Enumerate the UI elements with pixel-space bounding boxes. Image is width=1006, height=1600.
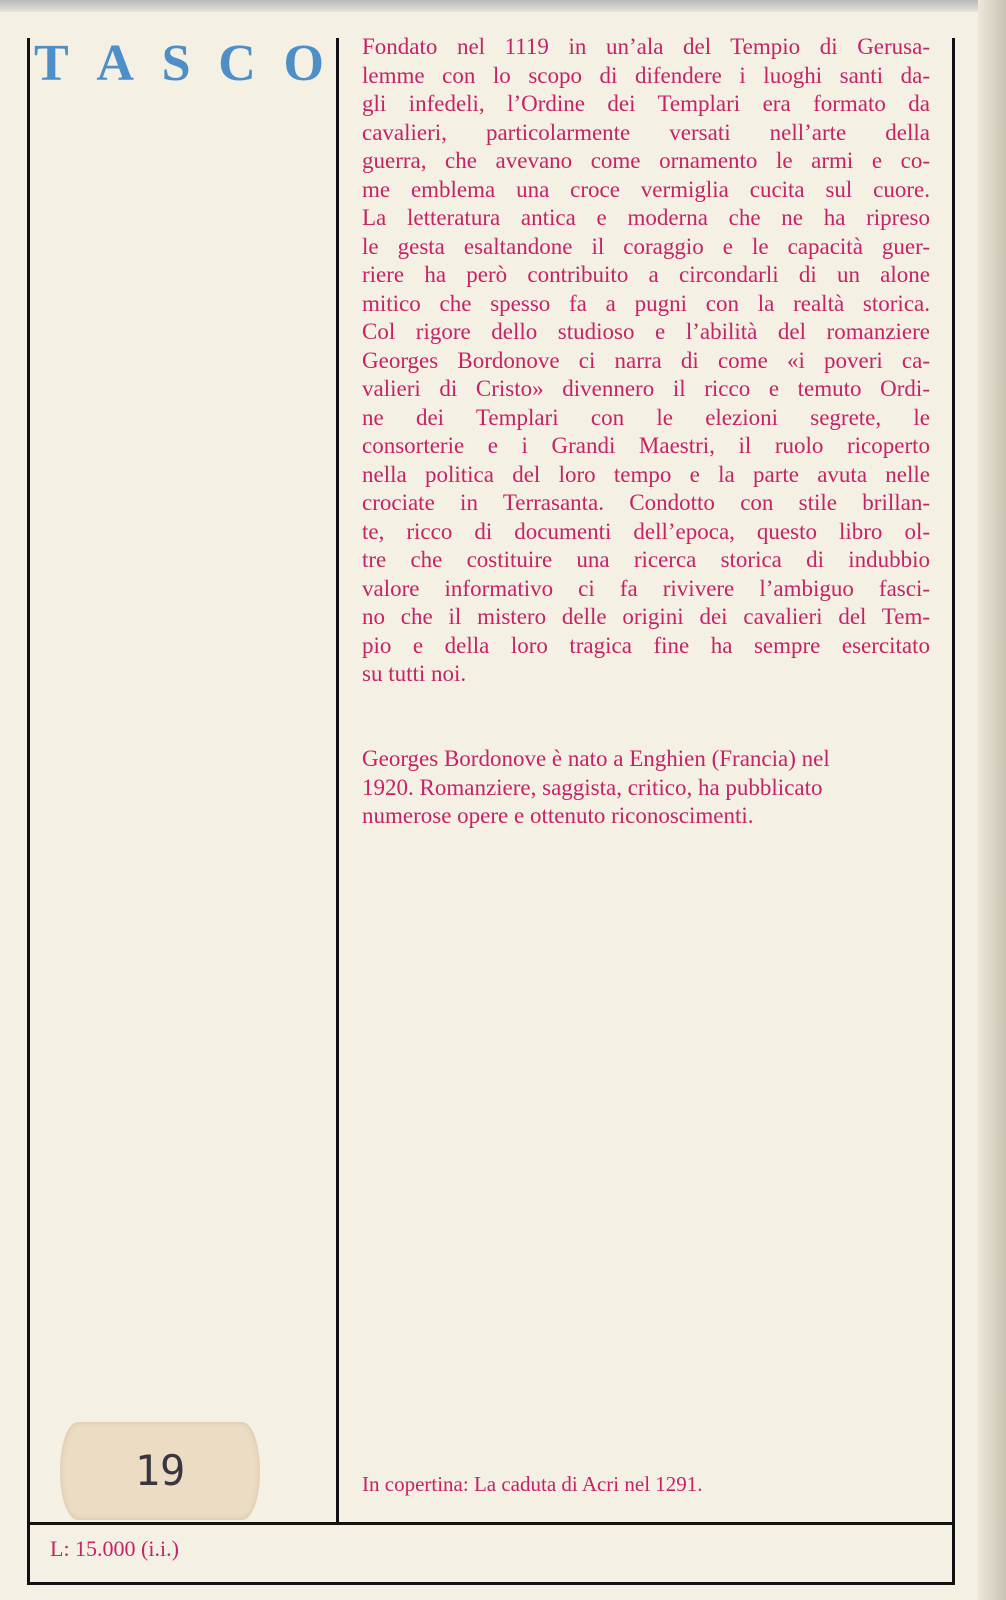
text-line: consorterie e i Grandi Maestri, il ruolo ricoperto bbox=[362, 433, 930, 458]
text-line: te, ricco di documenti dell’epoca, questo libro ol- bbox=[362, 518, 930, 544]
author-bio bbox=[362, 745, 930, 831]
cover-caption: In copertina: La caduta di Acri nel 1291. bbox=[362, 1472, 703, 1496]
text-line: lemme con lo scopo di difendere i luoghi santi da- bbox=[362, 62, 930, 88]
logo-letter: A bbox=[96, 35, 134, 92]
text-line: numerose opere e ottenuto riconoscimenti. bbox=[362, 803, 754, 828]
text-line: me emblema una croce vermiglia cucita sul cuore. bbox=[362, 176, 930, 202]
logo-letter: S bbox=[161, 35, 191, 92]
frame-divider-line bbox=[336, 38, 339, 1524]
scan-top-edge bbox=[0, 0, 1006, 12]
sticker-number: 19 bbox=[134, 1446, 186, 1495]
text-line: su tutti noi. bbox=[362, 661, 467, 686]
series-logo bbox=[34, 34, 324, 93]
text-line: pio e della loro tragica fine ha sempre esercitato bbox=[362, 632, 930, 658]
frame-left-line bbox=[27, 38, 30, 1585]
logo-letter: T bbox=[34, 35, 69, 92]
frame-mid-line bbox=[27, 1522, 955, 1525]
frame-right-line bbox=[952, 38, 955, 1585]
frame-bottom-line bbox=[27, 1582, 955, 1585]
text-line: valore informativo ci fa rivivere l’ambiguo fasci- bbox=[362, 575, 930, 601]
logo-letter: C bbox=[218, 35, 256, 92]
text-line: Fondato nel 1119 in un’ala del Tempio di Gerusa- bbox=[362, 34, 930, 59]
text-line: gli infedeli, l’Ordine dei Templari era formato da bbox=[362, 91, 930, 116]
text-line: 1920. Romanziere, saggista, critico, ha pubblicato bbox=[362, 774, 823, 800]
text-line: Georges Bordonove è nato a Enghien (Francia) nel bbox=[362, 746, 830, 771]
text-line: crociate in Terrasanta. Condotto con stile brillan- bbox=[362, 490, 930, 515]
logo-letter: O bbox=[283, 35, 324, 92]
text-line: nella politica del loro tempo e la parte avuta nelle bbox=[362, 461, 930, 487]
text-line: tre che costituire una ricerca storica di indubbio bbox=[362, 547, 930, 572]
text-line: riere ha però contribuito a circondarli di un alone bbox=[362, 262, 930, 287]
book-description bbox=[362, 33, 930, 689]
price-sticker bbox=[60, 1422, 260, 1520]
text-line: no che il mistero delle origini dei cavalieri del Tem- bbox=[362, 604, 930, 629]
text-line: ne dei Templari con le elezioni segrete, le bbox=[362, 404, 930, 430]
text-line: La letteratura antica e moderna che ne ha ripreso bbox=[362, 205, 930, 230]
text-line: cavalieri, particolarmente versati nell’arte della bbox=[362, 119, 930, 145]
text-line: le gesta esaltandone il coraggio e le capacità guer- bbox=[362, 233, 930, 259]
text-line: valieri di Cristo» divennero il ricco e temuto Ordi- bbox=[362, 376, 930, 401]
text-line: guerra, che avevano come ornamento le armi e co- bbox=[362, 148, 930, 173]
text-line: Col rigore dello studioso e l’abilità del romanziere bbox=[362, 319, 930, 344]
price-label: L: 15.000 (i.i.) bbox=[50, 1536, 179, 1561]
text-line: Georges Bordonove ci narra di come «i poveri ca- bbox=[362, 347, 930, 373]
text-line: mitico che spesso fa a pugni con la realtà storica. bbox=[362, 290, 930, 316]
scan-right-edge bbox=[978, 0, 1006, 1600]
